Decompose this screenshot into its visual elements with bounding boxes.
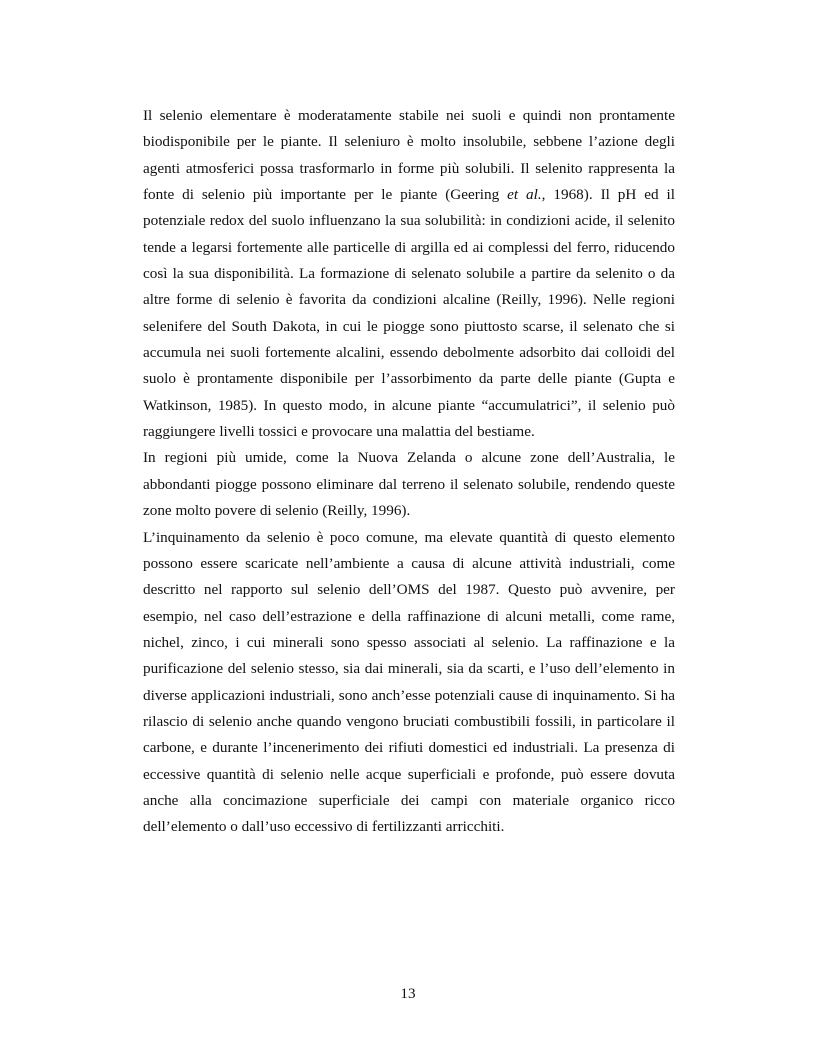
paragraph-1-text-start: Il selenio elementare è moderatamente stabile nei suoli e quindi non prontamente biodisponibile per le piante. Il seleniuro è molto insolubile, sebbene l’azione degli agenti atmosferici possa trasformarlo in forme più solubili. Il selenito rappresenta la fonte di selenio più importante per le piante (Geering [143, 107, 675, 204]
body-text [143, 103, 675, 841]
paragraph-1-text-end: , 1968). Il pH ed il potenziale redox del suolo influenzano la sua solubilità: in condizioni acide, il selenito tende a legarsi fortemente alle particelle di argilla ed ai complessi del ferro, riducendo così la sua disponibilità. La formazione di selenato solubile a partire da selenito o da altre forme di selenio è favorita da condizioni alcaline (Reilly, 1996). Nelle regioni selenifere del South Dakota, in cui le piogge sono piuttosto scarse, il selenato che si accumula nei suoli fortemente alcalini, essendo debolmente adsorbito dai colloidi del suolo è prontamente disponibile per l’assorbimento da parte delle piante (Gupta e Watkinson, 1985). In questo modo, in alcune piante “accumulatrici”, il selenio può raggiungere livelli tossici e provocare una malattia del bestiame. [143, 186, 675, 441]
paragraph-2: In regioni più umide, come la Nuova Zelanda o alcune zone dell’Australia, le abbondanti piogge possono eliminare dal terreno il selenato solubile, rendendo queste zone molto povere di selenio (Reilly, 1996). [143, 449, 675, 520]
paragraph-3: L’inquinamento da selenio è poco comune, ma elevate quantità di questo elemento possono essere scaricate nell’ambiente a causa di alcune attività industriali, come descritto nel rapporto sul selenio dell’OMS del 1987. Questo può avvenire, per esempio, nel caso dell’estrazione e della raffinazione di alcuni metalli, come rame, nichel, zinco, i cui minerali sono spesso associati al selenio. La raffinazione e la purificazione del selenio stesso, sia dai minerali, sia da scarti, e l’uso dell’elemento in diverse applicazioni industriali, sono anch’esse potenziali cause di inquinamento. Si ha rilascio di selenio anche quando vengono bruciati combustibili fossili, in particolare il carbone, e durante l’incenerimento dei rifiuti domestici ed industriali. La presenza di eccessive quantità di selenio nelle acque superficiali e profonde, può essere dovuta anche alla concimazione superficiale dei campi con materiale organico ricco dell’elemento o dall’uso eccessivo di fertilizzanti arricchiti. [143, 528, 675, 836]
page-number: 13 [400, 985, 416, 1002]
citation-et-al: et al. [507, 186, 542, 204]
paragraph-1 [143, 103, 675, 445]
